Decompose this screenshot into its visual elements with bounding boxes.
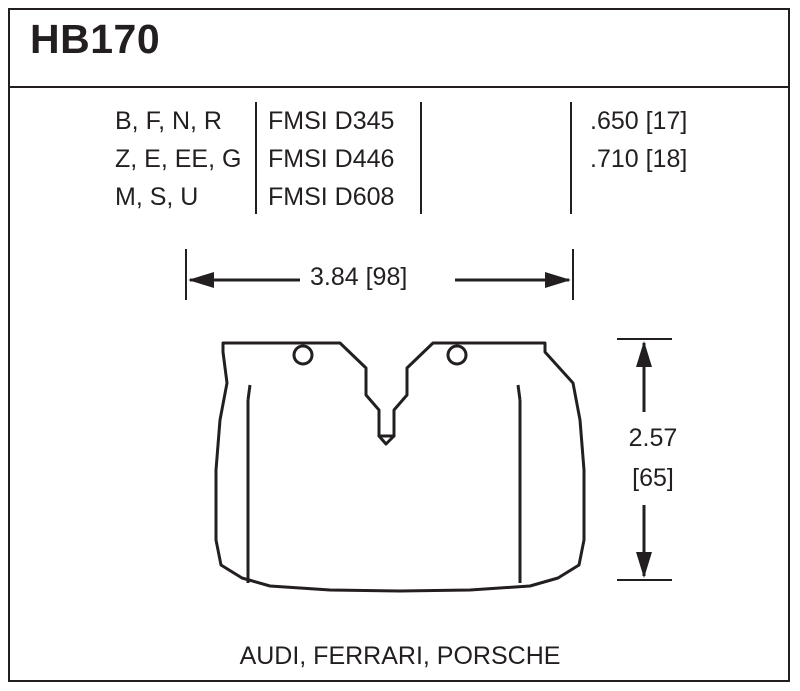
compound-code-row: M, S, U (115, 183, 199, 211)
brake-pad-outline (216, 343, 584, 591)
width-dimension-arrow (186, 249, 573, 300)
height-dimension-inches: 2.57 (628, 424, 678, 452)
width-dimension-label: 3.84 [98] (310, 263, 408, 291)
compound-code-row: B, F, N, R (115, 107, 222, 135)
fmsi-number-row: FMSI D608 (268, 183, 395, 211)
mounting-hole-left (294, 346, 312, 364)
mounting-hole-right (448, 346, 466, 364)
thickness-row: .650 [17] (590, 107, 688, 135)
part-number: HB170 (30, 16, 161, 62)
thickness-row: .710 [18] (590, 145, 688, 173)
height-dimension-arrow (617, 339, 672, 580)
compound-code-row: Z, E, EE, G (115, 145, 242, 173)
height-dimension-mm: [65] (632, 464, 674, 492)
fmsi-number-row: FMSI D446 (268, 145, 395, 173)
fmsi-number-row: FMSI D345 (268, 107, 395, 135)
vehicle-applications: AUDI, FERRARI, PORSCHE (239, 642, 561, 670)
